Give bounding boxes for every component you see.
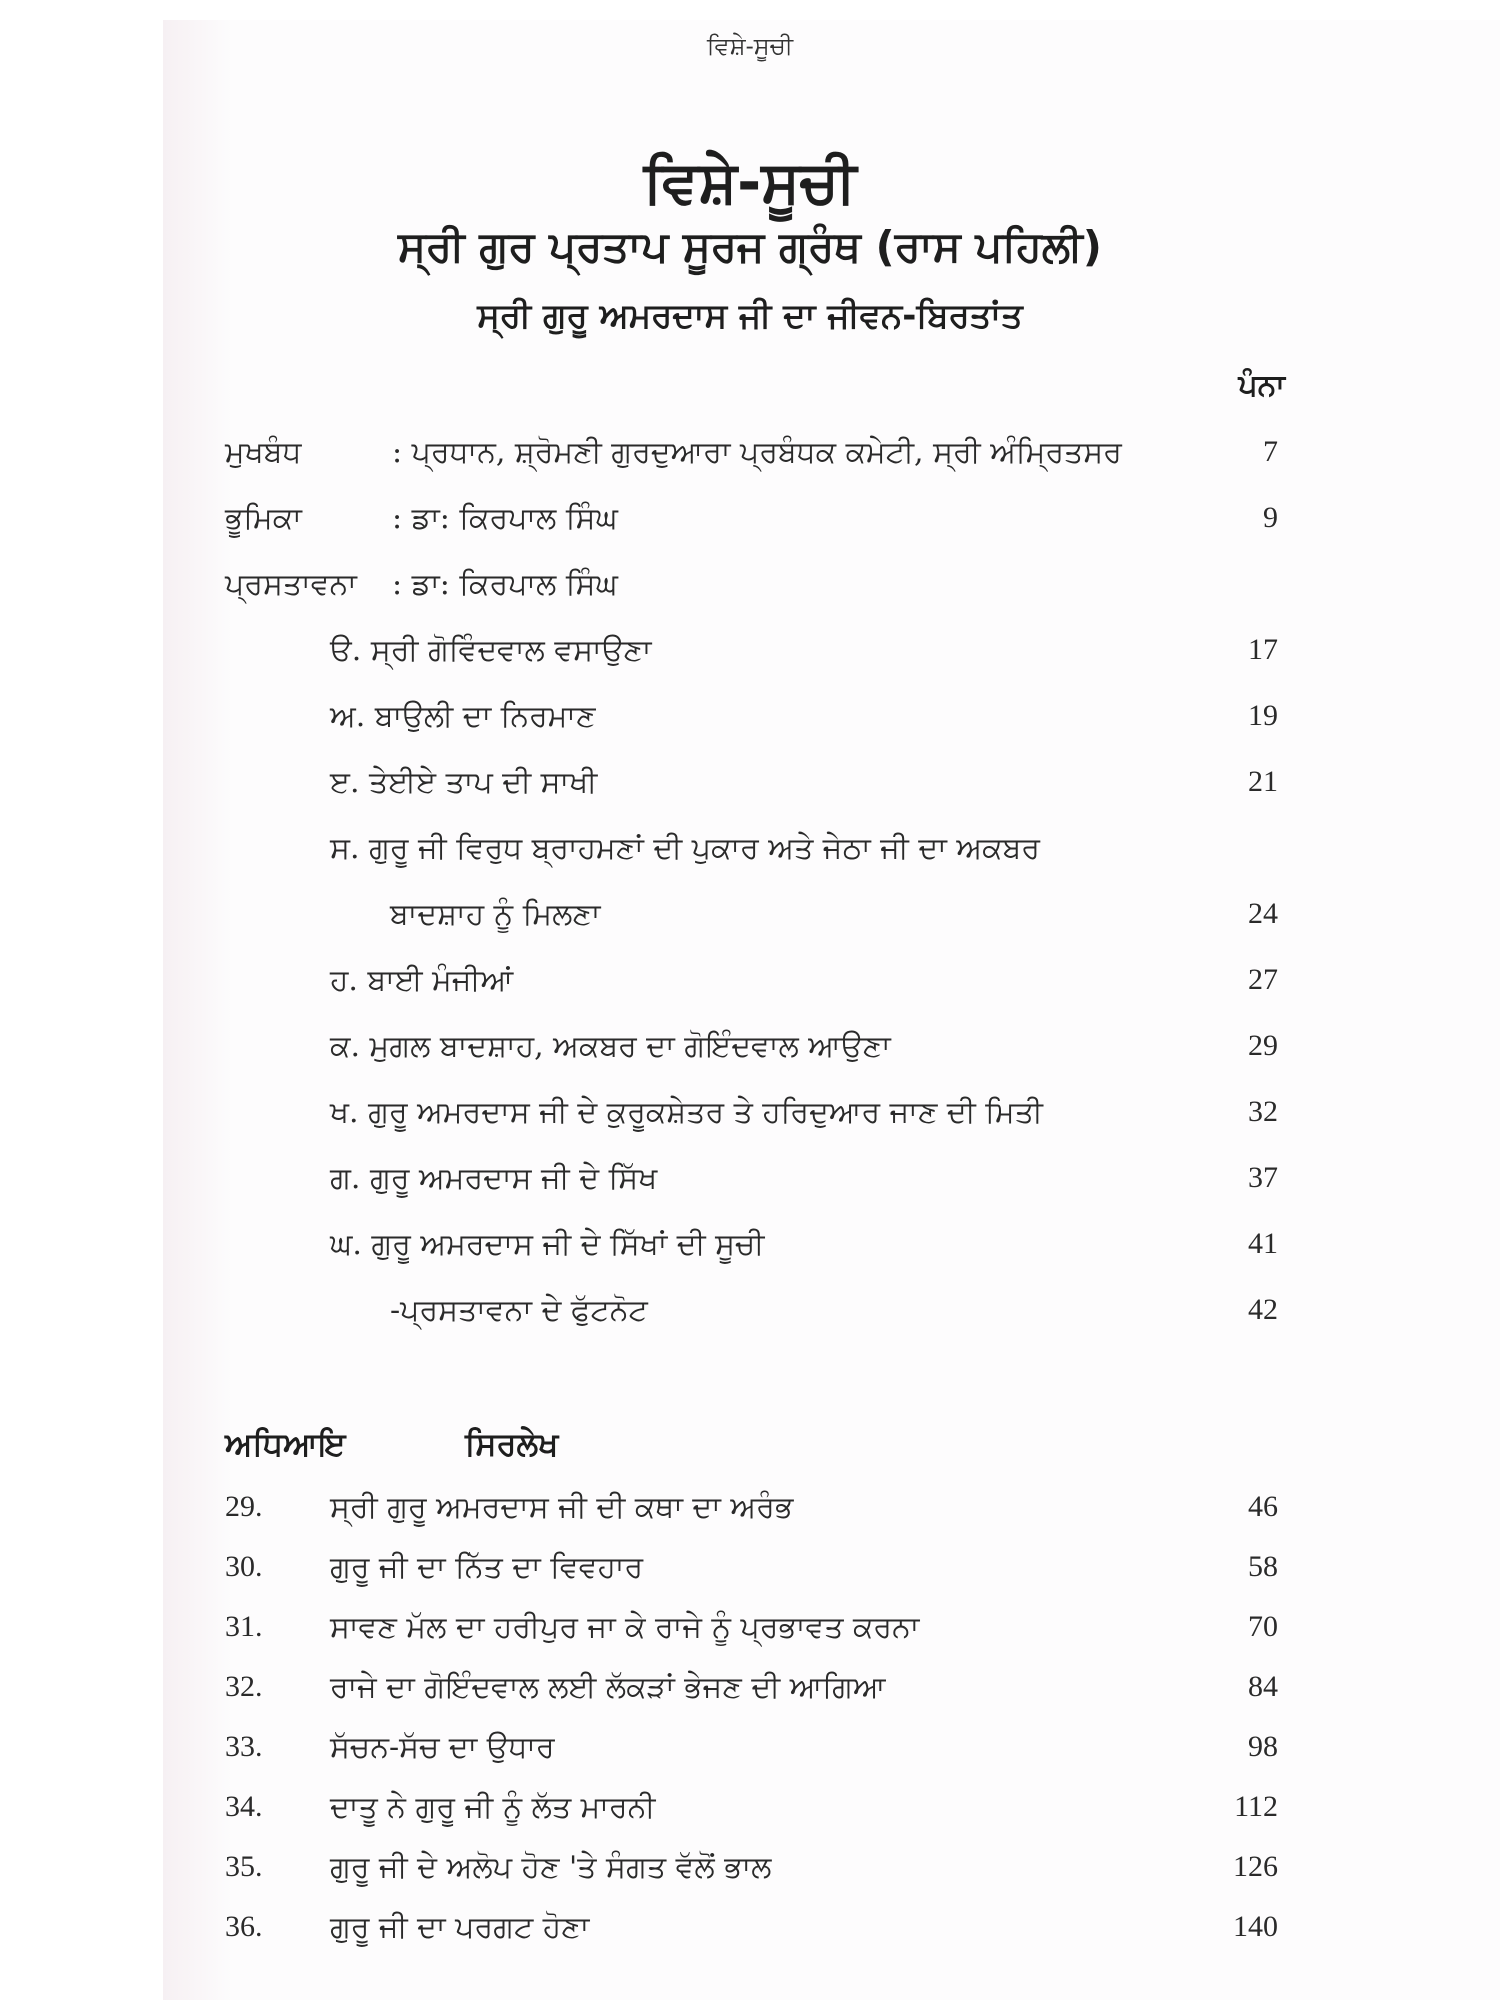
page-number: 140 <box>1233 1910 1278 1943</box>
page-number: 9 <box>1263 501 1278 534</box>
page-number: 41 <box>1248 1227 1278 1260</box>
titles-column-header: ਸਿਰਲੇਖ <box>465 1425 559 1463</box>
toc-entry: ਖ. ਗੁਰੂ ਅਮਰਦਾਸ ਜੀ ਦੇ ਕੁਰੂਕਸ਼ੇਤਰ ਤੇ ਹਰਿਦੁਆਰ ਜਾਣ ਦੀ ਮਿਤੀ <box>330 1095 1043 1130</box>
toc-entry: ਹ. ਬਾਈ ਮੰਜੀਆਂ <box>330 963 514 998</box>
toc-entry: ਕ. ਮੁਗਲ ਬਾਦਸ਼ਾਹ, ਅਕਬਰ ਦਾ ਗੋਇੰਦਵਾਲ ਆਉਣਾ <box>330 1029 891 1064</box>
page-number: 7 <box>1263 435 1278 468</box>
chapter-title: ਸਾਵਣ ਮੱਲ ਦਾ ਹਰੀਪੁਰ ਜਾ ਕੇ ਰਾਜੇ ਨੂੰ ਪ੍ਰਭਾਵਤ ਕਰਨਾ <box>330 1610 920 1645</box>
chapter-title: ਰਾਜੇ ਦਾ ਗੋਇੰਦਵਾਲ ਲਈ ਲੱਕੜਾਂ ਭੇਜਣ ਦੀ ਆਗਿਆ <box>330 1670 886 1705</box>
page-number: 42 <box>1248 1293 1278 1326</box>
page-number: 46 <box>1248 1490 1278 1523</box>
page-number: 126 <box>1233 1850 1278 1883</box>
page-number: 32 <box>1248 1095 1278 1128</box>
front-text: : ਪ੍ਰਧਾਨ, ਸ਼੍ਰੋਮਣੀ ਗੁਰਦੁਆਰਾ ਪ੍ਰਬੰਧਕ ਕਮੇਟੀ, ਸ੍ਰੀ ਅੰਮ੍ਰਿਤਸਰ <box>392 435 1122 470</box>
page-number: 19 <box>1248 699 1278 732</box>
book-subtitle: ਸ੍ਰੀ ਗੁਰ ਪ੍ਰਤਾਪ ਸੂਰਜ ਗ੍ਰੰਥ (ਰਾਸ ਪਹਿਲੀ) <box>398 222 1102 271</box>
toc-entry: ੳ. ਸ੍ਰੀ ਗੋਵਿੰਦਵਾਲ ਵਸਾਉਣਾ <box>330 633 652 668</box>
front-text: : ਡਾ: ਕਿਰਪਾਲ ਸਿੰਘ <box>392 567 618 602</box>
chapters-column-header: ਅਧਿਆਇ <box>225 1425 346 1463</box>
page-number: 24 <box>1248 897 1278 930</box>
section-subtitle: ਸ੍ਰੀ ਗੁਰੂ ਅਮਰਦਾਸ ਜੀ ਦਾ ਜੀਵਨ-ਬਿਰਤਾਂਤ <box>477 296 1023 336</box>
toc-entry: ਅ. ਬਾਉਲੀ ਦਾ ਨਿਰਮਾਣ <box>330 699 596 734</box>
chapter-title: ਸੱਚਨ-ਸੱਚ ਦਾ ਉਧਾਰ <box>330 1730 555 1765</box>
page-number: 29 <box>1248 1029 1278 1062</box>
chapter-title: ਗੁਰੂ ਜੀ ਦਾ ਪਰਗਟ ਹੋਣਾ <box>330 1910 590 1945</box>
page-number: 70 <box>1248 1610 1278 1643</box>
chapter-number: 34. <box>225 1790 263 1823</box>
chapter-title: ਗੁਰੂ ਜੀ ਦੇ ਅਲੋਪ ਹੋਣ 'ਤੇ ਸੰਗਤ ਵੱਲੋਂ ਭਾਲ <box>330 1850 772 1885</box>
toc-entry: ਗ. ਗੁਰੂ ਅਮਰਦਾਸ ਜੀ ਦੇ ਸਿੱਖ <box>330 1161 658 1196</box>
page-column-label: ਪੰਨਾ <box>1238 368 1285 403</box>
chapter-title: ਗੁਰੂ ਜੀ ਦਾ ਨਿੱਤ ਦਾ ਵਿਵਹਾਰ <box>330 1550 644 1585</box>
toc-entry: ਸ. ਗੁਰੂ ਜੀ ਵਿਰੁਧ ਬ੍ਰਾਹਮਣਾਂ ਦੀ ਪੁਕਾਰ ਅਤੇ ਜੇਠਾ ਜੀ ਦਾ ਅਕਬਰ <box>330 831 1040 866</box>
page-number: 98 <box>1248 1730 1278 1763</box>
running-head: ਵਿਸ਼ੇ-ਸੂਚੀ <box>706 32 794 60</box>
page-number: 21 <box>1248 765 1278 798</box>
toc-entry: ੲ. ਤੇਈਏ ਤਾਪ ਦੀ ਸਾਖੀ <box>330 765 598 800</box>
chapter-number: 29. <box>225 1490 263 1523</box>
chapter-number: 35. <box>225 1850 263 1883</box>
front-text: : ਡਾ: ਕਿਰਪਾਲ ਸਿੰਘ <box>392 501 618 536</box>
page-number: 37 <box>1248 1161 1278 1194</box>
page-number: 17 <box>1248 633 1278 666</box>
front-label: ਮੁਖਬੰਧ <box>225 435 302 470</box>
toc-entry: ਘ. ਗੁਰੂ ਅਮਰਦਾਸ ਜੀ ਦੇ ਸਿੱਖਾਂ ਦੀ ਸੂਚੀ <box>330 1227 765 1262</box>
front-label: ਪ੍ਰਸਤਾਵਨਾ <box>225 567 357 602</box>
chapter-title: ਸ੍ਰੀ ਗੁਰੂ ਅਮਰਦਾਸ ਜੀ ਦੀ ਕਥਾ ਦਾ ਅਰੰਭ <box>330 1490 794 1525</box>
page-number: 84 <box>1248 1670 1278 1703</box>
toc-entry: -ਪ੍ਰਸਤਾਵਨਾ ਦੇ ਫੁੱਟਨੋਟ <box>390 1293 648 1328</box>
chapter-number: 36. <box>225 1910 263 1943</box>
front-label: ਭੂਮਿਕਾ <box>225 501 302 536</box>
page-number: 58 <box>1248 1550 1278 1583</box>
page-number: 112 <box>1234 1790 1278 1823</box>
chapter-number: 33. <box>225 1730 263 1763</box>
chapter-title: ਦਾਤੂ ਨੇ ਗੁਰੂ ਜੀ ਨੂੰ ਲੱਤ ਮਾਰਨੀ <box>330 1790 656 1825</box>
toc-entry-continuation: ਬਾਦਸ਼ਾਹ ਨੂੰ ਮਿਲਣਾ <box>390 897 601 932</box>
chapter-number: 31. <box>225 1610 263 1643</box>
page-title: ਵਿਸ਼ੇ-ਸੂਚੀ <box>643 148 857 216</box>
page-number: 27 <box>1248 963 1278 996</box>
chapter-number: 32. <box>225 1670 263 1703</box>
chapter-number: 30. <box>225 1550 263 1583</box>
